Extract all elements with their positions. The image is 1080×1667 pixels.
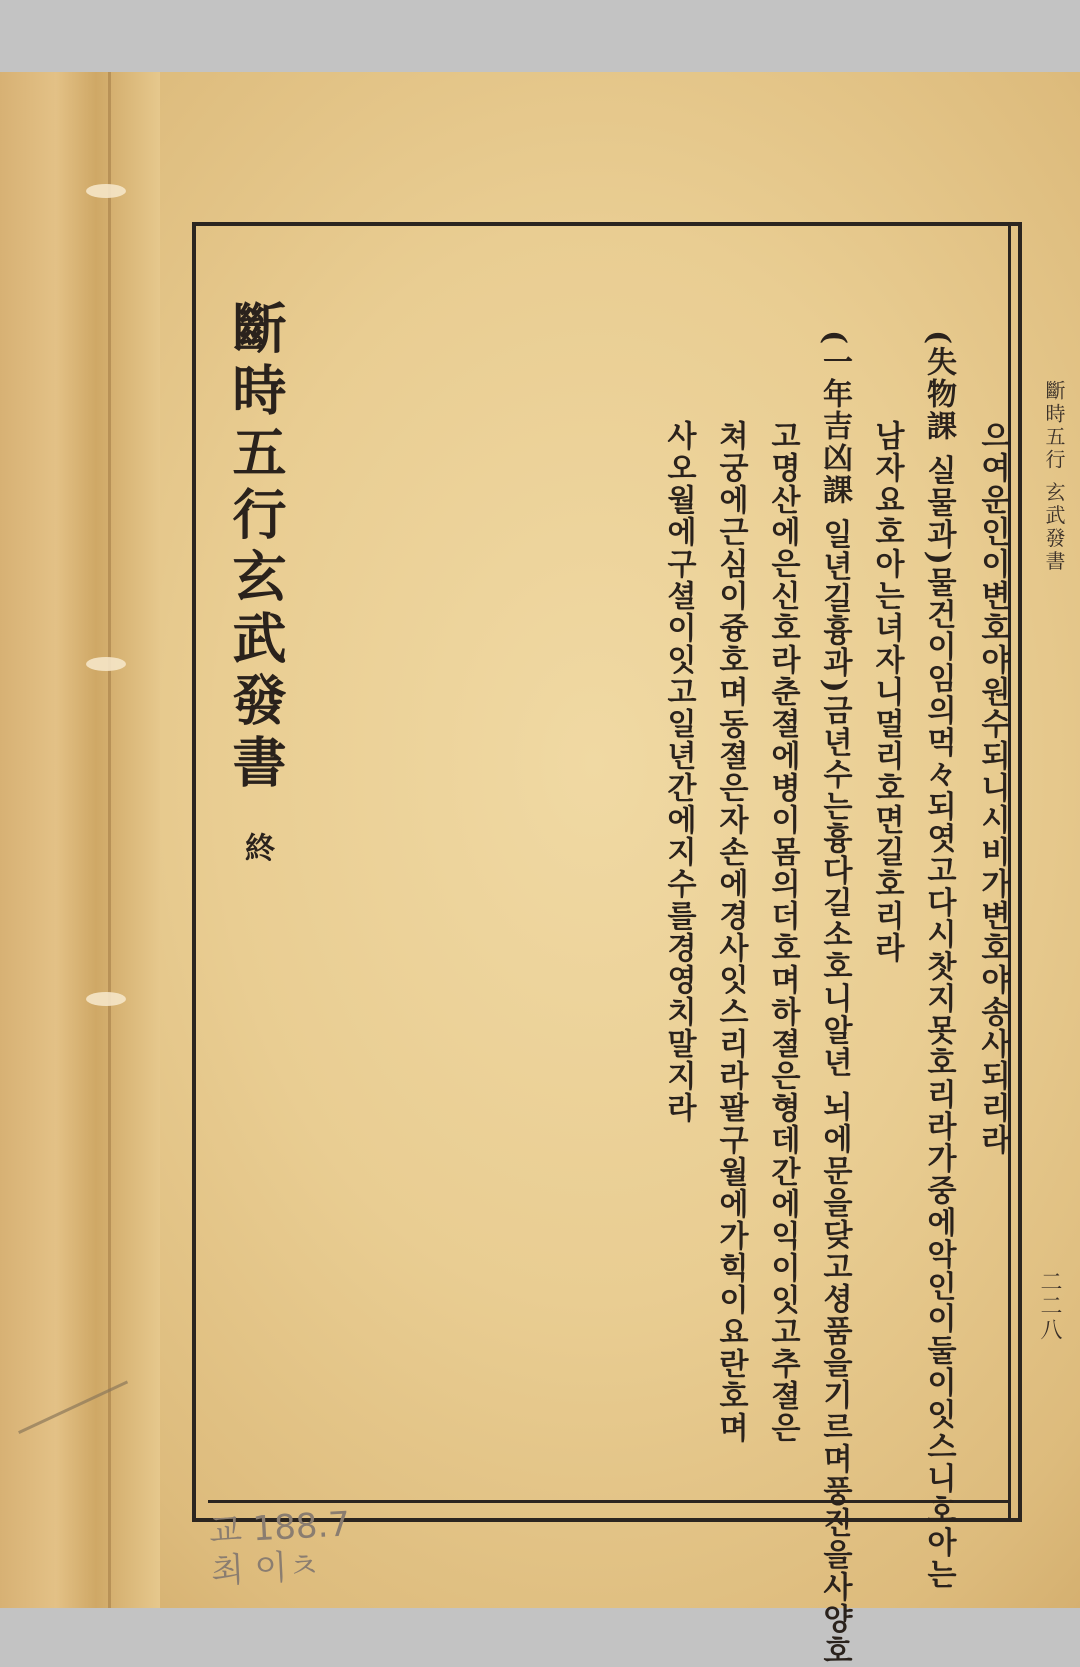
text-column: 고명산에은신호라춘졀에병이몸의더호며하졀은형데간에익이잇고추졀은	[765, 420, 800, 1444]
text-column: 쳐궁에근심이즁호며동졀은자손에경사잇스리라팔구월에가힉이요란호며	[713, 420, 748, 1444]
binding-hole	[86, 657, 126, 671]
text-column: (失物課 실물과)물건이임의먹々되엿고다시찻지못호리라가중에악인이둘이잇스니호아는	[921, 330, 956, 1591]
handwritten-annotation	[208, 1504, 353, 1591]
binding-hole	[86, 992, 126, 1006]
frame-inner-rule	[208, 1500, 1008, 1503]
running-header: 斷時五行 玄武發書	[1042, 380, 1066, 574]
page-number: 二二八	[1037, 1270, 1062, 1342]
text-column: 으여운인이변호야원수되니시비가변호야송사되리라	[975, 420, 1010, 1156]
spine-shadow	[0, 72, 160, 1608]
text-column: 사오월에구셜이잇고일년간에지수를경영치말지라	[661, 420, 696, 1124]
top-margin-band	[0, 0, 1080, 72]
annotation-line: 최 이ㅊ	[210, 1545, 322, 1592]
text-column: 남자요호아는녀자니멀리호면길호리라	[869, 420, 904, 964]
end-mark: 終	[239, 832, 274, 864]
fold-line	[108, 72, 111, 1608]
annotation-line: 교 188.7	[208, 1504, 351, 1552]
book-title: 斷時五行玄武發書	[224, 300, 288, 796]
text-column: (一年吉凶課 일년길흉과)금년수는흉다길소호니알년 뇌에문을닺고셩품을기르며풍진을사양호	[817, 330, 852, 1667]
binding-hole	[86, 184, 126, 198]
